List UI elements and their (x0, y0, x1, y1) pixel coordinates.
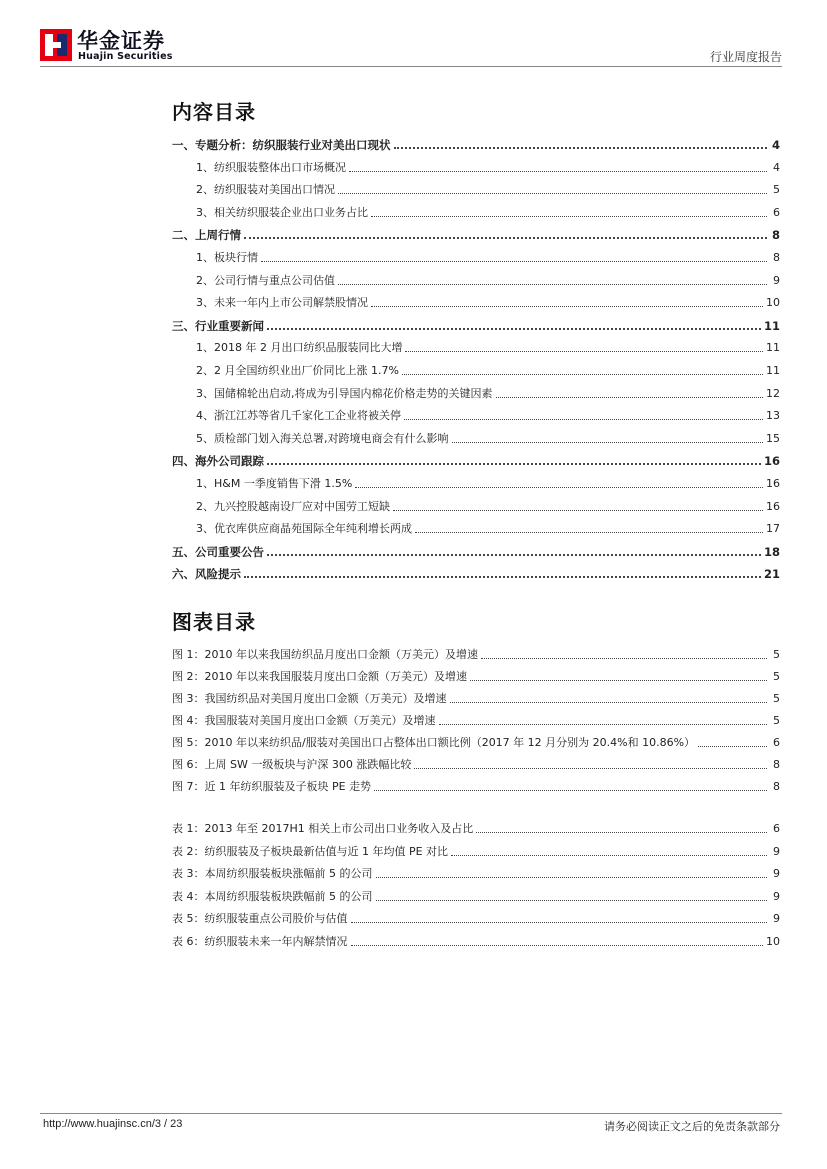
dot-leader (261, 261, 767, 262)
dot-leader (394, 147, 768, 149)
toc-entry-text: 1、板块行情 (196, 251, 258, 264)
toc-entry[interactable] (196, 292, 780, 310)
huajin-logo-mark-icon (40, 29, 72, 61)
toc-entry-page: 15 (766, 431, 780, 445)
toc-entry-text: 六、风险提示 (172, 567, 241, 582)
toc-entry-text: 三、行业重要新闻 (172, 318, 264, 333)
toc-entry-text: 3、优衣库供应商晶苑国际全年纯利增长两成 (196, 522, 412, 536)
toc-entry-text: 5、质检部门划入海关总署,对跨境电商会有什么影响 (196, 431, 449, 445)
toc-entry-text: 四、海外公司跟踪 (172, 454, 264, 469)
toc-entry-page: 6 (773, 205, 780, 219)
dot-leader (376, 877, 768, 878)
dot-leader (244, 576, 761, 578)
toc-entry-page: 16 (766, 477, 780, 490)
toc-entry-page: 17 (766, 522, 780, 536)
toc-entry-text: 二、上周行情 (172, 228, 241, 243)
table-entry[interactable] (172, 841, 780, 859)
toc-entry[interactable] (196, 360, 780, 378)
logo-chinese-name: 华金证券 (77, 29, 165, 53)
table-entry-page: 9 (773, 889, 780, 903)
toc-entry[interactable] (196, 157, 780, 175)
footer-url[interactable]: http://www.huajinsc.cn/3 / 23 (43, 1118, 183, 1130)
dot-leader (371, 306, 763, 307)
figure-entry-page: 5 (773, 714, 780, 727)
figure-entry[interactable] (172, 776, 780, 794)
figure-entry-text: 图 6：上周 SW 一级板块与沪深 300 涨跌幅比较 (172, 758, 412, 771)
dot-leader (452, 442, 764, 443)
toc-entry-page: 18 (763, 544, 780, 559)
toc-entry[interactable] (196, 428, 780, 446)
toc-entry-text: 2、九兴控股越南设厂应对中国劳工短缺 (196, 499, 390, 513)
dot-leader (267, 328, 761, 330)
figure-entry-text: 图 7：近 1 年纺织服装及子板块 PE 走势 (172, 780, 372, 793)
dot-leader (267, 554, 761, 556)
toc-entry[interactable] (196, 473, 780, 491)
report-type: 行业周度报告 (709, 50, 782, 64)
toc-entry[interactable] (172, 224, 780, 242)
dot-leader (415, 532, 763, 533)
dot-leader (244, 237, 767, 239)
figure-entry-text: 图 2：2010 年以来我国服装月度出口金额（万美元）及增速 (172, 670, 467, 683)
dot-leader (349, 171, 767, 172)
figure-entry[interactable] (172, 644, 780, 662)
toc-entry-text: 3、未来一年内上市公司解禁股情况 (196, 296, 368, 310)
toc-entry-page: 8 (773, 251, 780, 264)
toc-entry[interactable] (172, 563, 780, 581)
dot-leader (405, 351, 763, 352)
dot-leader (414, 768, 767, 769)
dot-leader (355, 487, 763, 488)
dot-leader (338, 193, 767, 194)
figure-entry[interactable] (172, 754, 780, 772)
figure-entry[interactable] (172, 666, 780, 684)
dot-leader (351, 922, 768, 923)
toc-entry-text: 2、纺织服装对美国出口情况 (196, 183, 335, 197)
dot-leader (404, 419, 763, 420)
figure-entry-page: 6 (773, 736, 780, 749)
toc-entry[interactable] (196, 247, 780, 265)
page-header (40, 26, 782, 66)
figure-entry-page: 8 (773, 780, 780, 793)
table-entry-page: 9 (773, 912, 780, 926)
dot-leader (267, 463, 761, 465)
table-entry[interactable] (172, 863, 780, 881)
toc-entry[interactable] (196, 202, 780, 220)
table-entry[interactable] (172, 908, 780, 926)
figure-entry-text: 图 3：我国纺织品对美国月度出口金额（万美元）及增速 (172, 692, 447, 705)
toc-entry[interactable] (196, 179, 780, 197)
toc-entry[interactable] (196, 270, 780, 288)
toc-entry-text: 五、公司重要公告 (172, 544, 264, 559)
figure-entry-text: 图 5：2010 年以来纺织品/服装对美国出口占整体出口额比例（2017 年 12 月分别为 20.4%和 10.86%） (172, 736, 696, 749)
dot-leader (351, 945, 764, 946)
toc-entry-page: 16 (763, 454, 780, 469)
table-entry[interactable] (172, 818, 780, 836)
logo-english-name: Huajin Securities (78, 51, 173, 62)
dot-leader (476, 832, 767, 833)
toc-entry-page: 12 (766, 386, 780, 400)
dot-leader (698, 746, 767, 747)
toc-entry-page: 11 (763, 318, 780, 333)
dot-leader (481, 658, 767, 659)
toc-entry[interactable] (172, 315, 780, 333)
dot-leader (439, 724, 768, 725)
dot-leader (402, 374, 763, 375)
toc-entry[interactable] (196, 496, 780, 514)
huajin-logo (40, 26, 240, 66)
dot-leader (371, 216, 767, 217)
footer-divider (40, 1113, 782, 1114)
toc-entry[interactable] (196, 518, 780, 536)
figure-entry-page: 5 (773, 648, 780, 661)
table-entry[interactable] (172, 931, 780, 949)
table-entry-page: 6 (773, 822, 780, 835)
toc-entry-text: 3、国储棉轮出启动,将成为引导国内棉花价格走势的关键因素 (196, 386, 493, 400)
table-entry-page: 9 (773, 867, 780, 881)
toc-entry[interactable] (172, 541, 780, 559)
dot-leader (496, 397, 764, 398)
figure-entry-page: 8 (773, 758, 780, 771)
figure-entry[interactable] (172, 688, 780, 706)
table-entry-page: 10 (766, 935, 780, 948)
header-divider (40, 66, 782, 67)
toc-entry-page: 11 (766, 364, 780, 377)
dot-leader (450, 702, 768, 703)
dot-leader (376, 900, 768, 901)
figure-entry-text: 图 1：2010 年以来我国纺织品月度出口金额（万美元）及增速 (172, 648, 478, 661)
toc-entry-page: 16 (766, 499, 780, 513)
toc-entry-page: 13 (766, 409, 780, 423)
table-entry-page: 9 (773, 844, 780, 858)
dot-leader (451, 855, 767, 856)
toc-entry-page: 8 (771, 228, 780, 243)
table-entry-text: 表 1：2013 年至 2017H1 相关上市公司出口业务收入及占比 (172, 822, 474, 835)
table-entry-text: 表 5：纺织服装重点公司股价与估值 (172, 912, 348, 926)
toc-entry-text: 1、H&M 一季度销售下滑 1.5% (196, 477, 353, 490)
footer-disclaimer: 请务必阅读正文之后的免责条款部分 (604, 1120, 780, 1133)
toc-entry-page: 4 (771, 138, 780, 152)
toc-entry-page: 11 (766, 341, 780, 355)
figure-entry-text: 图 4：我国服装对美国月度出口金额（万美元）及增速 (172, 714, 436, 727)
toc-entry[interactable] (196, 405, 780, 423)
toc-entry-text: 4、浙江江苏等省几千家化工企业将被关停 (196, 409, 401, 423)
table-entry-text: 表 4：本周纺织服装板块跌幅前 5 的公司 (172, 889, 373, 903)
table-entry[interactable] (172, 886, 780, 904)
toc-entry-page: 4 (773, 160, 780, 174)
table-entry-text: 表 2：纺织服装及子板块最新估值与近 1 年均值 PE 对比 (172, 844, 449, 858)
figure-entry[interactable] (172, 710, 780, 728)
lof-title: 图表目录 (172, 610, 256, 634)
toc-entry-text: 一、专题分析：纺织服装行业对美出口现状 (172, 138, 391, 152)
figure-entry[interactable] (172, 732, 780, 750)
toc-entry-text: 2、2 月全国纺织业出厂价同比上涨 1.7% (196, 364, 399, 377)
table-entry-text: 表 3：本周纺织服装板块涨幅前 5 的公司 (172, 867, 373, 881)
toc-entry-page: 5 (773, 183, 780, 197)
toc-entry[interactable] (172, 450, 780, 468)
figure-entry-page: 5 (773, 670, 780, 683)
dot-leader (393, 510, 763, 511)
toc-entry-text: 1、2018 年 2 月出口纺织品服装同比大增 (196, 341, 403, 355)
toc-entry[interactable] (196, 337, 780, 355)
toc-entry-page: 10 (766, 296, 780, 310)
dot-leader (338, 284, 767, 285)
toc-title: 内容目录 (172, 100, 256, 124)
dot-leader (374, 790, 767, 791)
toc-entry[interactable] (172, 134, 780, 152)
toc-entry-page: 21 (763, 567, 780, 582)
toc-entry-text: 3、相关纺织服装企业出口业务占比 (196, 205, 368, 219)
table-entry-text: 表 6：纺织服装未来一年内解禁情况 (172, 935, 348, 948)
toc-entry-text: 2、公司行情与重点公司估值 (196, 273, 335, 287)
toc-entry-page: 9 (773, 273, 780, 287)
toc-entry[interactable] (196, 383, 780, 401)
toc-entry-text: 1、纺织服装整体出口市场概况 (196, 160, 346, 174)
dot-leader (470, 680, 767, 681)
figure-entry-page: 5 (773, 692, 780, 705)
